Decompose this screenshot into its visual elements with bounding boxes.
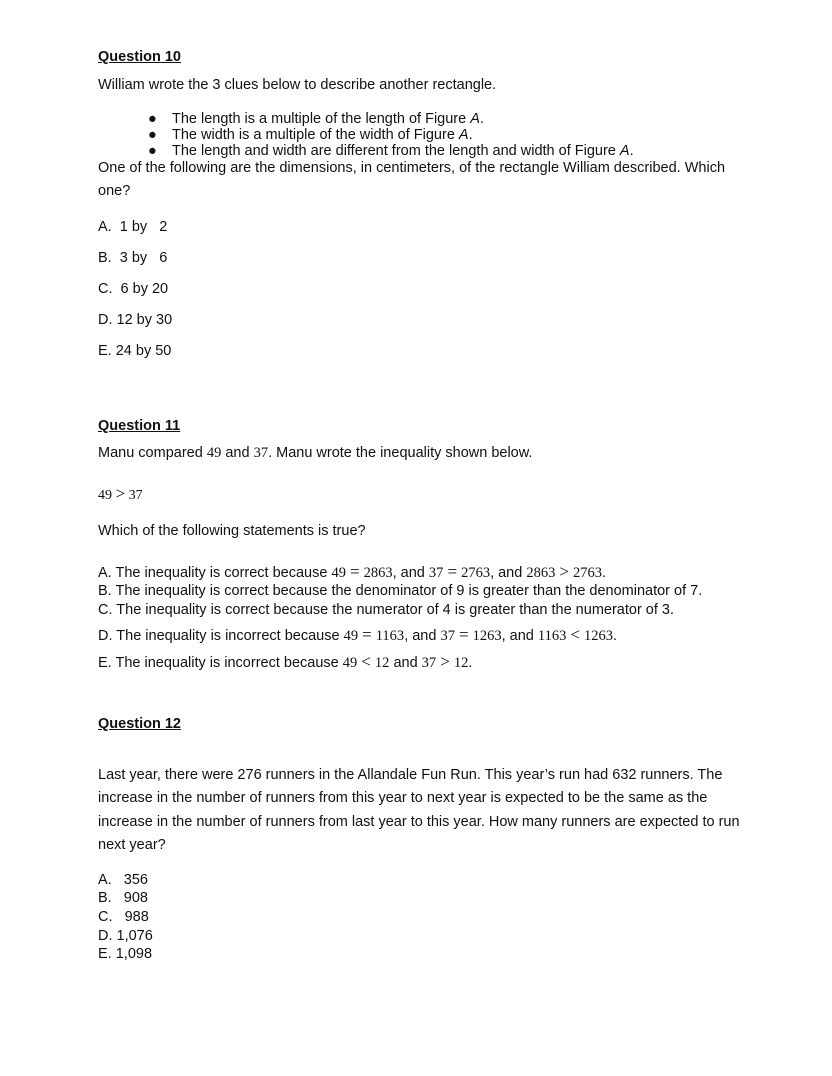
question-11-option-e: E. The inequality is incorrect because 49 < 12 and 37 > 12.	[98, 652, 473, 671]
question-11-option-c: C. The inequality is correct because the numerator of 4 is greater than the numerator of 3.	[98, 602, 675, 618]
question-10-clue-list	[148, 111, 634, 159]
question-10-option-b: B. 3 by 6	[98, 250, 168, 266]
question-10-option-c: C. 6 by 20	[98, 281, 169, 297]
bullet-icon: ●	[148, 143, 157, 159]
question-11-option-a: A. The inequality is correct because 49 = 2863, and 37 = 2763, and 2863 > 2763.	[98, 562, 607, 581]
question-10-title: Question 10	[98, 49, 181, 65]
question-12-text-line: increase in the number of runners from last year to this year. How many runners are expected to run	[98, 814, 740, 830]
clue-item: ● The width is a multiple of the width of Figure A.	[148, 127, 473, 143]
question-10-option-d: D. 12 by 30	[98, 312, 173, 328]
question-11-option-b: B. The inequality is correct because the denominator of 9 is greater than the denominator of 7.	[98, 583, 703, 599]
question-11-title: Question 11	[98, 418, 181, 434]
question-12-title: Question 12	[98, 716, 181, 732]
question-12-text-line: increase in the number of runners from this year to next year is expected to be the same as the	[98, 790, 708, 806]
question-12-option-d: D. 1,076	[98, 928, 153, 944]
bullet-icon: ●	[148, 127, 157, 143]
question-10-option-a: A. 1 by 2	[98, 219, 168, 235]
clue-item: ● The length and width are different from the length and width of Figure A.	[148, 143, 634, 159]
question-12-text-line: Last year, there were 276 runners in the Allandale Fun Run. This year’s run had 632 runners. The	[98, 767, 723, 783]
question-10-prompt-line-1: One of the following are the dimensions, in centimeters, of the rectangle William described. Which	[98, 160, 726, 176]
question-12-option-c: C. 988	[98, 909, 149, 925]
question-11-intro: Manu compared 49 and 37. Manu wrote the inequality shown below.	[98, 445, 533, 461]
question-12-option-e: E. 1,098	[98, 946, 153, 962]
question-10-prompt-line-2: one?	[98, 183, 131, 199]
question-11-prompt: Which of the following statements is true?	[98, 523, 366, 539]
question-11-inequality: 49 > 37	[98, 484, 143, 503]
question-12-text-line: next year?	[98, 837, 166, 853]
question-10-intro: William wrote the 3 clues below to describe another rectangle.	[98, 77, 497, 93]
clue-item: ● The length is a multiple of the length of Figure A.	[148, 111, 484, 127]
question-12-option-b: B. 908	[98, 890, 148, 906]
question-10-option-e: E. 24 by 50	[98, 343, 172, 359]
bullet-icon: ●	[148, 111, 157, 127]
question-12-option-a: A. 356	[98, 872, 148, 888]
question-11-option-d: D. The inequality is incorrect because 49 = 1163, and 37 = 1263, and 1163 < 1263.	[98, 625, 618, 644]
